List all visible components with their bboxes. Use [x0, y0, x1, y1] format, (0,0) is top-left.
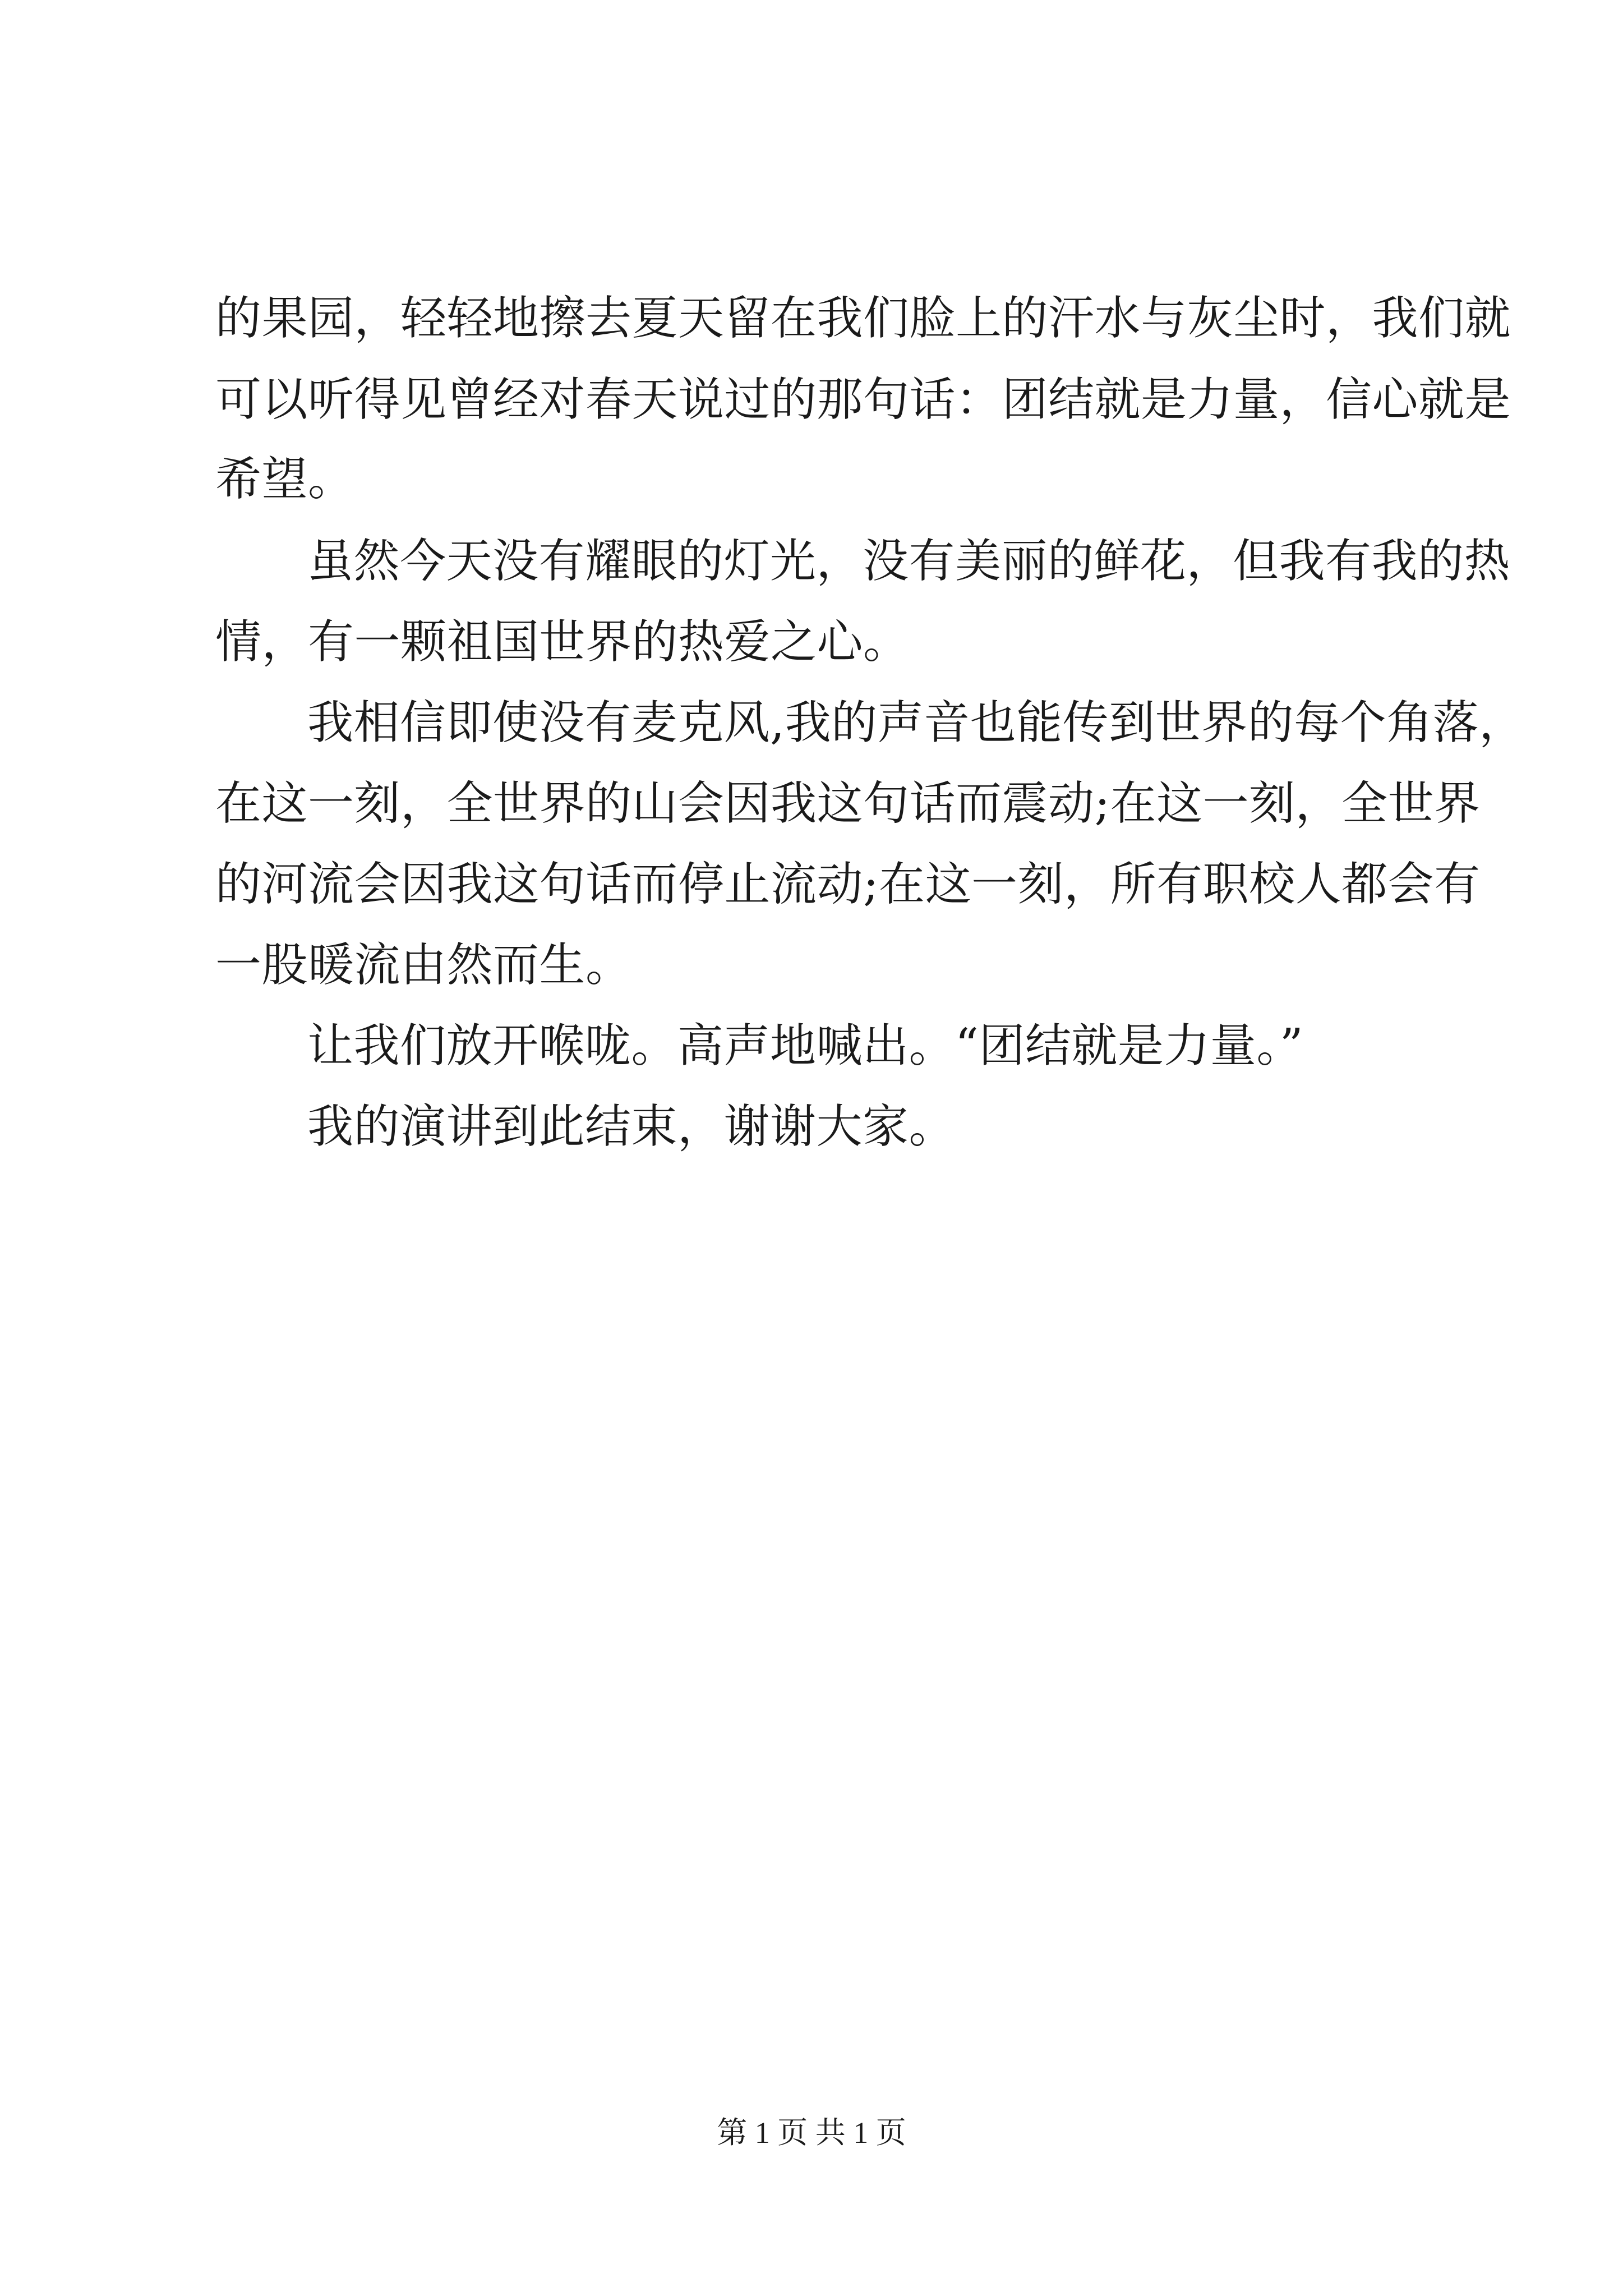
text-line: 情，有一颗祖国世界的热爱之心。 — [215, 615, 910, 669]
text-line: 一股暖流由然而生。 — [215, 938, 632, 992]
paragraph-first-line: 我的演讲到此结束，谢谢大家。 — [307, 1100, 956, 1153]
paragraph-first-line: 我相信即使没有麦克风,我的声音也能传到世界的每个角落， — [307, 696, 1525, 749]
text-line: 的河流会因我这句话而停止流动;在这一刻，所有职校人都会有 — [215, 858, 1481, 911]
page-number-footer: 第 1 页 共 1 页 — [717, 2116, 906, 2150]
text-line: 在这一刻，全世界的山会因我这句话而震动;在这一刻，全世界 — [215, 777, 1481, 830]
text-line: 希望。 — [215, 453, 354, 506]
paragraph-first-line: 让我们放开喉咙。高声地喊出。“团结就是力量。” — [307, 1019, 1304, 1073]
text-line: 的果园，轻轻地擦去夏天留在我们脸上的汗水与灰尘时，我们就 — [215, 292, 1511, 345]
text-line: 可以听得见曾经对春天说过的那句话：团结就是力量，信心就是 — [215, 373, 1511, 426]
paragraph-first-line: 虽然今天没有耀眼的灯光，没有美丽的鲜花，但我有我的热 — [307, 535, 1511, 588]
